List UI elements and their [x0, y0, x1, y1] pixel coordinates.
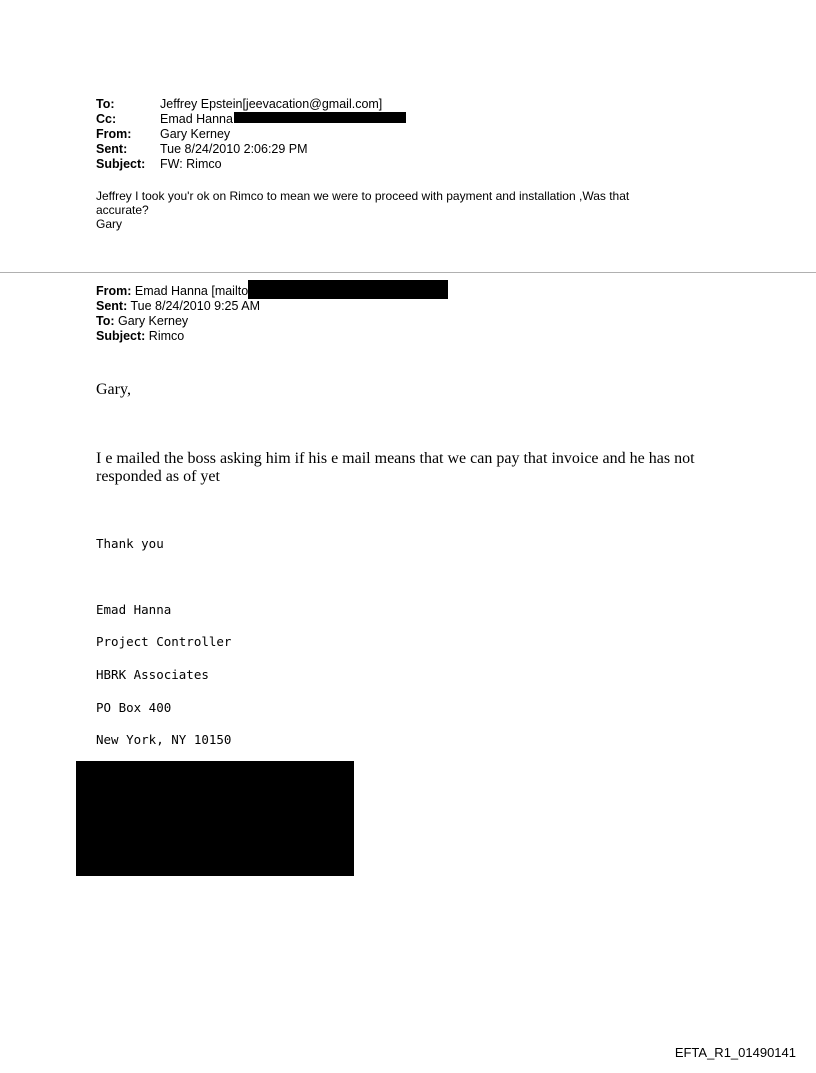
signature-address-2: New York, NY 10150	[96, 732, 232, 747]
message-paragraph: I e mailed the boss asking him if his e mail means that we can pay that invoice and he has not responded as of yet	[96, 450, 695, 485]
forwarded-header	[96, 284, 448, 344]
redaction-bar	[234, 112, 406, 123]
subject-label: Subject:	[96, 157, 146, 171]
fwd-from-value: Emad Hanna [mailto	[134, 284, 249, 298]
to-row	[96, 97, 406, 112]
divider	[0, 272, 816, 273]
document-id: EFTA_R1_01490141	[674, 1045, 796, 1060]
redaction-bar	[248, 280, 448, 299]
cc-value: Emad Hanna	[160, 112, 233, 126]
fwd-sent-value: Tue 8/24/2010 9:25 AM	[130, 299, 260, 314]
signature-name: Emad Hanna	[96, 602, 172, 617]
subject-row	[96, 157, 406, 172]
message-body	[96, 189, 696, 231]
message-signoff: Gary	[96, 217, 123, 231]
message-line: Jeffrey I took you'r ok on Rimco to mean we were to proceed with payment and installation ,Was that	[96, 189, 630, 203]
fwd-subject-row	[96, 329, 448, 344]
fwd-sent-label: Sent:	[96, 299, 128, 314]
email-header	[96, 97, 406, 172]
fwd-subject-value: Rimco	[148, 329, 185, 344]
subject-value: FW: Rimco	[160, 157, 222, 171]
to-value: Jeffrey Epstein[jeevacation@gmail.com]	[160, 97, 383, 111]
signature-company: HBRK Associates	[96, 667, 209, 682]
message-line: accurate?	[96, 203, 149, 217]
sent-label: Sent:	[96, 142, 128, 156]
from-label: From:	[96, 127, 132, 141]
sent-row	[96, 142, 406, 157]
signature-title: Project Controller	[96, 634, 232, 649]
from-row	[96, 127, 406, 142]
fwd-to-value: Gary Kerney	[118, 314, 189, 329]
from-value: Gary Kerney	[160, 127, 231, 141]
fwd-to-label: To:	[96, 314, 115, 329]
cc-row	[96, 112, 406, 127]
signature-address-1: PO Box 400	[96, 700, 172, 715]
greeting: Gary,	[96, 381, 131, 398]
sent-value: Tue 8/24/2010 2:06:29 PM	[160, 142, 308, 156]
fwd-sent-row	[96, 299, 448, 314]
cc-label: Cc:	[96, 112, 117, 126]
fwd-to-row	[96, 314, 448, 329]
thanks-line: Thank you	[96, 536, 164, 551]
fwd-subject-label: Subject:	[96, 329, 146, 344]
fwd-from-row	[96, 284, 448, 299]
to-label: To:	[96, 97, 115, 111]
fwd-from-label: From:	[96, 284, 132, 298]
redaction-block	[76, 761, 354, 876]
